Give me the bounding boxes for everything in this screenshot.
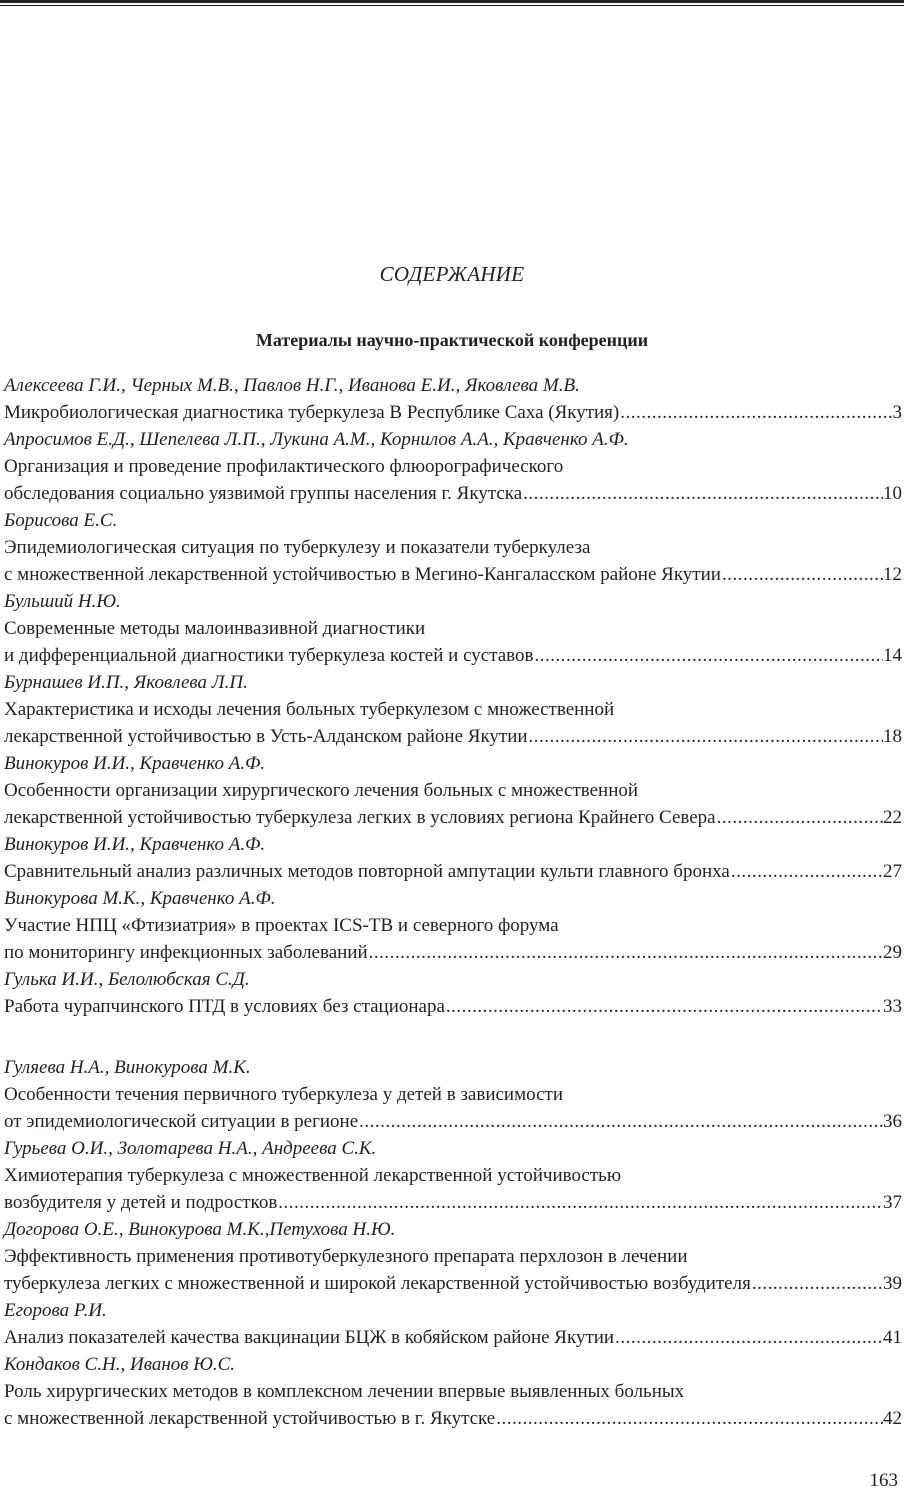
toc-entry-title-text: от эпидемиологической ситуации в регионе xyxy=(4,1111,359,1132)
dot-leader xyxy=(358,1108,883,1135)
toc-entry-authors: Гулька И.И., Белолюбская С.Д. xyxy=(4,969,250,990)
toc-entry-authors: Винокуров И.И., Кравченко А.Ф. xyxy=(4,753,266,774)
toc-entry-authors: Бурнашев И.П., Яковлева Л.П. xyxy=(4,672,248,693)
toc-entry-authors: Винокурова М.К., Кравченко А.Ф. xyxy=(4,888,276,909)
toc-entry-title-last-line xyxy=(4,804,902,831)
toc-entry xyxy=(4,750,902,831)
toc-entry-page: 39 xyxy=(883,1273,902,1294)
toc-entry xyxy=(4,1351,902,1432)
toc-entry-page: 36 xyxy=(883,1111,902,1132)
toc-list xyxy=(4,372,902,1020)
toc-entry-page: 27 xyxy=(883,861,902,882)
dot-leader xyxy=(614,1324,883,1351)
toc-entry-page: 12 xyxy=(883,564,902,585)
toc-entry-page: 18 xyxy=(883,726,902,747)
toc-entry-authors: Догорова О.Е., Винокурова М.К.,Петухова Н.Ю. xyxy=(4,1219,396,1240)
toc-entry-title-last-line xyxy=(4,1405,902,1432)
toc-entry-title-text: лекарственной устойчивостью туберкулеза легких в условиях региона Крайнего Севера xyxy=(4,807,716,828)
toc-entry-title-text: Сравнительный анализ различных методов повторной ампутации культи главного бронха xyxy=(4,861,730,882)
toc-entry xyxy=(4,1216,902,1297)
toc-entry xyxy=(4,831,902,885)
toc-entry-authors: Апросимов Е.Д., Шепелева Л.П., Лукина А.М., Корнилов А.А., Кравченко А.Ф. xyxy=(4,429,629,450)
toc-entry-title-text: Микробиологическая диагностика туберкулеза В Республике Саха (Якутия) xyxy=(4,402,620,423)
toc-entry-title-last-line xyxy=(4,1108,902,1135)
toc-entry-authors: Кондаков С.Н., Иванов Ю.С. xyxy=(4,1354,236,1375)
dot-leader xyxy=(277,1189,883,1216)
toc-entry-title-text: с множественной лекарственной устойчивостью в Мегино-Кангаласском районе Якутии xyxy=(4,564,721,585)
toc-entry xyxy=(4,885,902,966)
toc-entry-title-line: Характеристика и исходы лечения больных туберкулезом с множественной xyxy=(4,699,615,720)
toc-entry-title-line: Роль хирургических методов в комплексном лечении впервые выявленных больных xyxy=(4,1381,685,1402)
toc-entry-authors: Егорова Р.И. xyxy=(4,1300,107,1321)
dot-leader xyxy=(721,561,883,588)
dot-leader xyxy=(730,858,883,885)
toc-entry-title-last-line xyxy=(4,1270,902,1297)
toc-entry-title-line: Химиотерапия туберкулеза с множественной лекарственной устойчивостью xyxy=(4,1165,622,1186)
toc-entry-title-text: лекарственной устойчивостью в Усть-Алданском районе Якутии xyxy=(4,726,528,747)
toc-entry-title-text: туберкулеза легких с множественной и широкой лекарственной устойчивостью возбудителя xyxy=(4,1273,751,1294)
toc-entry-page: 33 xyxy=(883,996,902,1017)
toc-entry-title-text: и дифференциальной диагностики туберкулеза костей и суставов xyxy=(4,645,534,666)
toc-entry-page: 22 xyxy=(883,807,902,828)
toc-entry-title-last-line xyxy=(4,1324,902,1351)
toc-entry-page: 10 xyxy=(883,483,902,504)
toc-entry-title-line: Современные методы малоинвазивной диагностики xyxy=(4,618,426,639)
toc-entry xyxy=(4,1297,902,1351)
toc-entry xyxy=(4,372,902,426)
toc-entry-title-last-line xyxy=(4,939,902,966)
toc-entry-title-line: Участие НПЦ «Фтизиатрия» в проектах ICS-TB и северного форума xyxy=(4,915,559,936)
toc-entry-title-last-line xyxy=(4,480,902,507)
toc-entry xyxy=(4,1135,902,1216)
dot-leader xyxy=(751,1270,883,1297)
top-rule-thick xyxy=(0,0,904,3)
dot-leader xyxy=(445,993,883,1020)
dot-leader xyxy=(368,939,883,966)
toc-entry-title-line: Эпидемиологическая ситуация по туберкулезу и показатели туберкулеза xyxy=(4,537,591,558)
dot-leader xyxy=(619,399,892,426)
toc-entry-title-last-line xyxy=(4,1189,902,1216)
contents-title: СОДЕРЖАНИЕ xyxy=(379,262,525,286)
toc-entry-authors: Бульший Н.Ю. xyxy=(4,591,121,612)
section-title: Материалы научно-практической конференции xyxy=(255,330,649,350)
top-rule-thin xyxy=(0,5,904,6)
toc-entry xyxy=(4,966,902,1020)
dot-leader xyxy=(716,804,883,831)
toc-entry-authors: Алексеева Г.И., Черных М.В., Павлов Н.Г., Иванова Е.И., Яковлева М.В. xyxy=(4,375,580,396)
toc-entry xyxy=(4,1054,902,1135)
toc-entry-authors: Гурьева О.И., Золотарева Н.А., Андреева С.К. xyxy=(4,1138,377,1159)
page-number: 163 xyxy=(869,1470,898,1491)
dot-leader xyxy=(533,642,883,669)
toc-entry-page: 29 xyxy=(883,942,902,963)
toc-entry-title-text: с множественной лекарственной устойчивостью в г. Якутске xyxy=(4,1408,496,1429)
toc-entry-title-line: Эффективность применения противотуберкулезного препарата перхлозон в лечении xyxy=(4,1246,688,1267)
toc-entry-title-line: Особенности организации хирургического лечения больных с множественной xyxy=(4,780,639,801)
toc-entry-authors: Борисова Е.С. xyxy=(4,510,118,531)
toc-entry-page: 42 xyxy=(883,1408,902,1429)
toc-entry-title-last-line xyxy=(4,858,902,885)
toc-entry-title-text: возбудителя у детей и подростков xyxy=(4,1192,278,1213)
toc-entry-title-last-line xyxy=(4,723,902,750)
toc-entry xyxy=(4,426,902,507)
toc-entry-title-text: Анализ показателей качества вакцинации БЦЖ в кобяйском районе Якутии xyxy=(4,1327,615,1348)
dot-leader xyxy=(528,723,883,750)
toc-list-continued xyxy=(4,1054,902,1432)
toc-entry xyxy=(4,588,902,669)
toc-entry-authors: Винокуров И.И., Кравченко А.Ф. xyxy=(4,834,266,855)
toc-entry-title-last-line xyxy=(4,642,902,669)
toc-entry-page: 3 xyxy=(892,402,902,423)
toc-entry-title-last-line xyxy=(4,561,902,588)
toc-entry-page: 37 xyxy=(883,1192,902,1213)
toc-entry xyxy=(4,669,902,750)
toc-entry-title-last-line xyxy=(4,993,902,1020)
toc-entry-title-text: по мониторингу инфекционных заболеваний xyxy=(4,942,368,963)
toc-entry-authors: Гуляева Н.А., Винокурова М.К. xyxy=(4,1057,251,1078)
toc-entry-title-line: Организация и проведение профилактического флюорографического xyxy=(4,456,564,477)
toc-entry-title-text: Работа чурапчинского ПТД в условиях без стационара xyxy=(4,996,445,1017)
toc-entry-page: 41 xyxy=(883,1327,902,1348)
dot-leader xyxy=(522,480,883,507)
toc-entry-title-last-line xyxy=(4,399,902,426)
dot-leader xyxy=(495,1405,883,1432)
toc-entry-title-text: обследования социально уязвимой группы населения г. Якутска xyxy=(4,483,523,504)
toc-entry xyxy=(4,507,902,588)
toc-entry-title-line: Особенности течения первичного туберкулеза у детей в зависимости xyxy=(4,1084,563,1105)
toc-entry-page: 14 xyxy=(883,645,902,666)
